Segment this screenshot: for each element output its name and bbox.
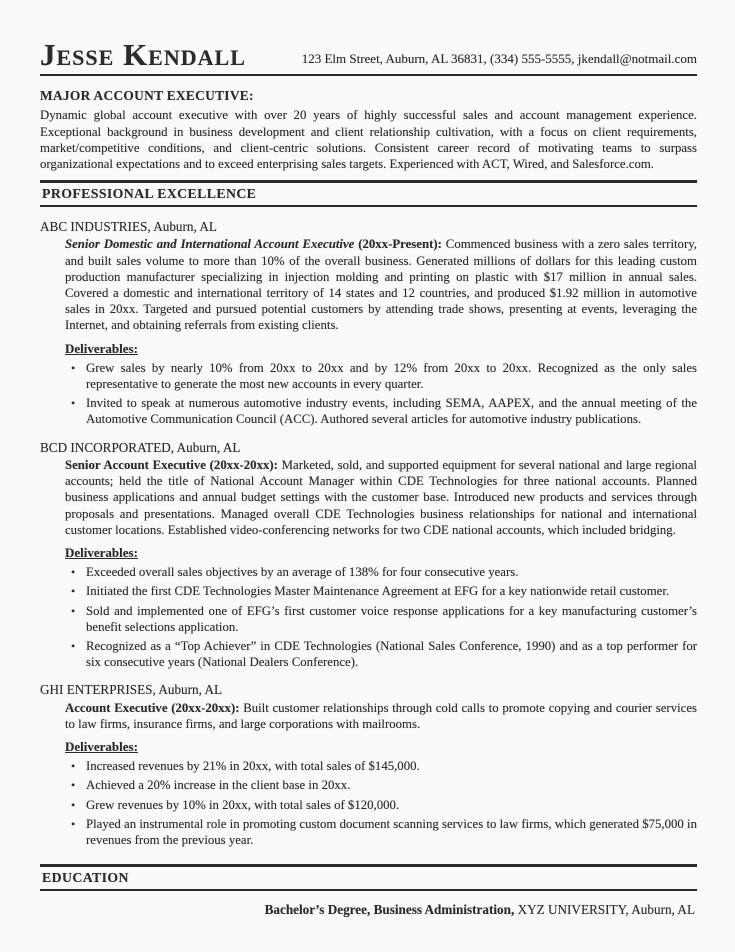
job-description-paragraph: [65, 457, 697, 538]
objective-heading: MAJOR ACCOUNT EXECUTIVE:: [40, 88, 254, 104]
candidate-name: Jesse Kendall: [40, 37, 246, 72]
company-line: BCD INCORPORATED, Auburn, AL: [40, 439, 241, 455]
job-title: Account Executive: [65, 700, 172, 715]
deliverable-bullet: • Increased revenues by 21% in 20xx, with total sales of $145,000.: [65, 758, 697, 774]
deliverables-list: [40, 360, 697, 428]
job-entry: [40, 682, 697, 848]
job-dates: (20xx-Present):: [358, 237, 442, 252]
company-line: GHI ENTERPRISES, Auburn, AL: [40, 682, 223, 698]
deliverable-bullet: • Recognized as a “Top Achiever” in CDE Technologies (National Sales Conference, 1990) and as a top performer for six consecutive years (National Dealers Conference).: [65, 638, 697, 670]
deliverable-bullet: • Grew revenues by 10% in 20xx, with total sales of $120,000.: [65, 797, 697, 813]
job-description: Marketed, sold, and supported equipment for several national and large regional accounts; held the title of National Account Manager within CDE Technologies for three national accounts. Planned business applications and annual budget settings with the customer base. Introduced new products and services through proposals and presentations. Managed overall CDE Technologies business relationships for national and international customer locations. Established video-conferencing networks for two CDE national accounts, which included bridging.: [65, 457, 697, 537]
job-dates: (20xx-20xx):: [171, 700, 240, 715]
section-heading-professional-excellence: PROFESSIONAL EXCELLENCE: [40, 180, 697, 207]
education-entry: [40, 901, 695, 918]
summary-paragraph: Dynamic global account executive with over 20 years of highly successful sales and account management experience. Exceptional background in business development and client relationship cultivation, with a focus on client requirements, market/competitive conditions, and client-centric solutions. Consistent career record of motivating teams to surpass organizational expectations and to exceed enterprising sales targets. Experienced with ACT, Wired, and Salesforce.com.: [40, 108, 697, 172]
contact-info: 123 Elm Street, Auburn, AL 36831, (334) 555-5555, jkendall@notmail.com: [301, 51, 697, 67]
company-line: ABC INDUSTRIES, Auburn, AL: [40, 219, 217, 235]
deliverable-bullet: • Played an instrumental role in promoting custom document scanning services to law firms, which generated $75,000 in revenues from the previous year.: [65, 816, 697, 848]
section-heading-education: EDUCATION: [40, 864, 697, 891]
job-dates: (20xx-20xx):: [209, 457, 278, 472]
deliverable-bullet: • Invited to speak at numerous automotive industry events, including SEMA, AAPEX, and the annual meeting of the Automotive Communication Council (ACC). Authored several articles for automotive industry publications.: [65, 395, 697, 427]
job-description: Built customer relationships through cold calls to promote copying and courier services to law firms, insurance firms, and large corporations with mailrooms.: [65, 700, 697, 731]
deliverables-label: Deliverables:: [65, 544, 138, 560]
job-entry: [40, 440, 697, 671]
deliverable-bullet: • Grew sales by nearly 10% from 20xx to 20xx and by 12% from 20xx to 20xx. Recognized as the only sales representative to generate the most new accounts in every quarter.: [65, 360, 697, 392]
job-description: Commenced business with a zero sales territory, and built sales volume to more than 10% of the overall business. Generated millions of dollars for this leading custom production manufacturer specializing in injection molding and printing on plastic with $17 million in annual sales. Covered a domestic and international territory of 14 states and 12 countries, and produced $1.92 million in automotive sales in 20xx. Targeted and pursued potential customers by attending trade shows, presenting at events, leveraging the Internet, and obtaining referrals from existing clients.: [65, 237, 697, 333]
deliverable-bullet: • Exceeded overall sales objectives by an average of 138% for four consecutive years.: [65, 564, 697, 580]
deliverables-list: [40, 564, 697, 670]
job-entry: [40, 219, 697, 427]
deliverable-bullet: • Initiated the first CDE Technologies Master Maintenance Agreement at EFG for a key nationwide retail customer.: [65, 583, 697, 599]
job-description-paragraph: [65, 236, 697, 333]
job-title: Senior Domestic and International Account Executive: [65, 237, 359, 252]
deliverables-label: Deliverables:: [65, 738, 138, 754]
degree-text: Bachelor’s Degree, Business Administration,: [264, 902, 515, 918]
job-title: Senior Account Executive: [65, 457, 210, 472]
deliverables-list: [40, 758, 697, 848]
jobs-container: [40, 219, 697, 848]
job-description-paragraph: [65, 700, 697, 732]
deliverable-bullet: • Achieved a 20% increase in the client base in 20xx.: [65, 777, 697, 793]
school-text: XYZ UNIVERSITY, Auburn, AL: [514, 902, 695, 918]
resume-header: [40, 37, 697, 76]
deliverable-bullet: • Sold and implemented one of EFG’s first customer voice response applications for a key manufacturing customer’s benefit selections application.: [65, 603, 697, 635]
deliverables-label: Deliverables:: [65, 340, 138, 356]
